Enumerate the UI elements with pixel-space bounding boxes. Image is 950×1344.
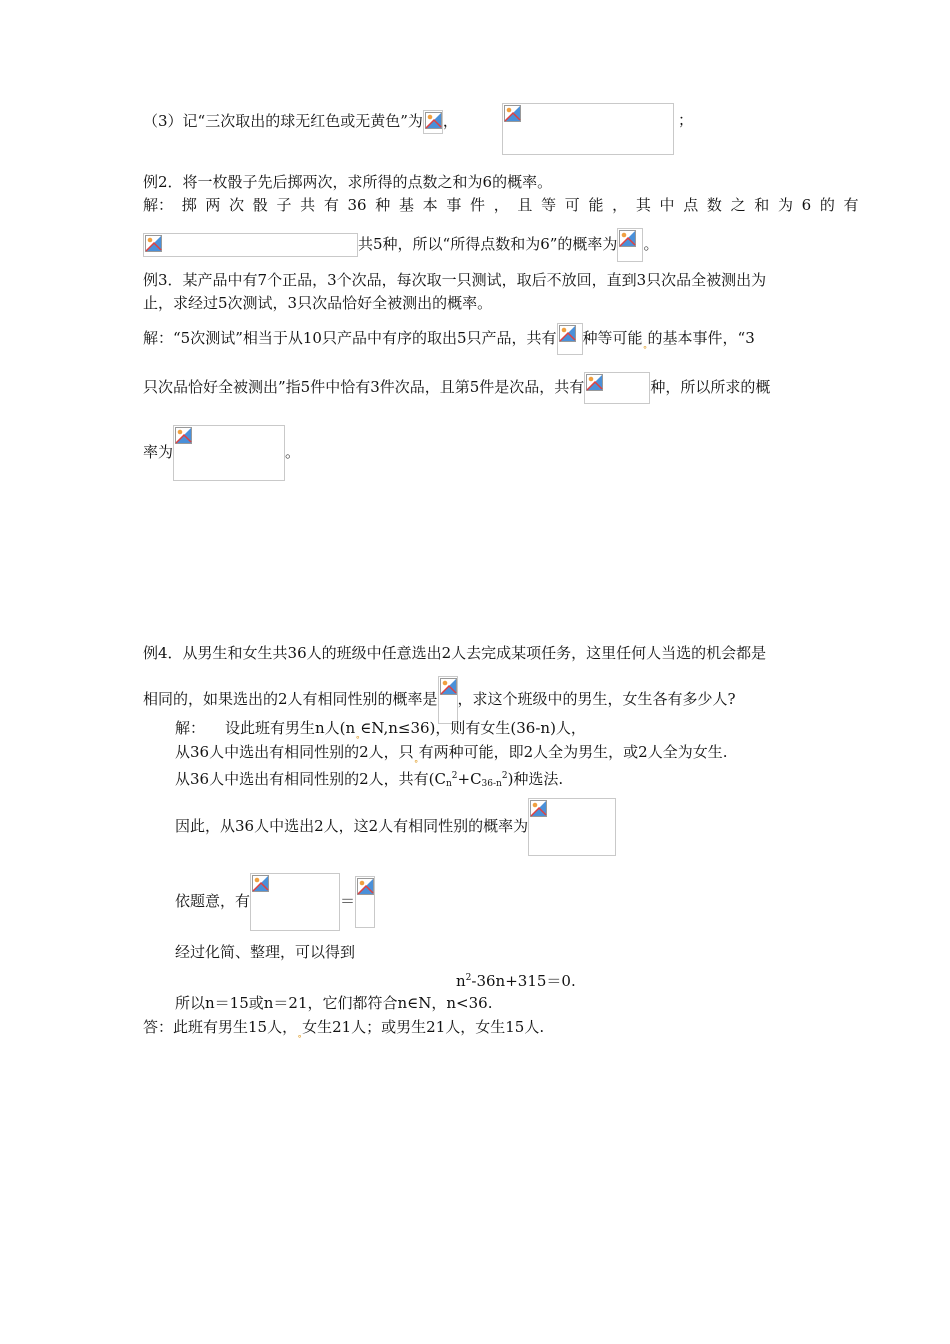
- example4-step4: [175, 798, 616, 856]
- solution-glyph: ，: [612, 196, 628, 214]
- example4-step6: 经过化简、整理，可以得到: [175, 943, 356, 961]
- solution-glyph: 基: [398, 196, 414, 214]
- example3-text: 率为: [143, 443, 174, 461]
- equals-sign: ＝: [340, 892, 356, 910]
- example4-text: +C: [457, 770, 482, 788]
- solution-glyph: 等: [541, 196, 557, 214]
- formula-image: [528, 798, 616, 856]
- solution-glyph: 36: [347, 196, 367, 214]
- example2-solution-line1: [143, 195, 859, 215]
- formula-image: [617, 228, 643, 262]
- example4-text: 从36人中选出有相同性别的2人，共有(C: [175, 770, 446, 788]
- example3-solution-line2: [143, 372, 770, 404]
- broken-image-icon: [559, 325, 576, 342]
- example4-text: )种选法.: [507, 770, 564, 788]
- broken-image-icon: [586, 374, 603, 391]
- formula-image: [502, 103, 674, 155]
- example3-text: 只次品恰好全被测出”指5件中恰有3件次品，且第5件是次品，共有: [143, 378, 585, 396]
- example3-title-line1: 例3．某产品中有7个正品，3个次品，每次取一只测试，取后不放回，直到3只次品全被测出为: [143, 271, 767, 289]
- formula-image: [584, 372, 650, 404]
- superscript: 2: [465, 973, 472, 983]
- solution-glyph: 为: [777, 196, 793, 214]
- solution-glyph: 件: [470, 196, 486, 214]
- mark-dot: ˳: [355, 728, 361, 739]
- example4-text: 依题意，有: [175, 892, 251, 910]
- solution-glyph: 其: [635, 196, 651, 214]
- example4-title-line1: 例4．从男生和女生共36人的班级中任意选出2人去完成某项任务，这里任何人当选的机会都是: [143, 644, 767, 662]
- part3-text: （3）记“三次取出的球无红色或无黄色”为: [143, 112, 423, 130]
- example4-answer: [143, 1017, 544, 1043]
- formula-image: [438, 676, 458, 724]
- example4-text: ∈N,n≤36)，则有女生(36-n)人，: [360, 719, 586, 737]
- solution-glyph: 有: [843, 196, 859, 214]
- solution-glyph: 6: [801, 196, 812, 214]
- solution-glyph: 共: [300, 196, 316, 214]
- solution-glyph: 且: [517, 196, 533, 214]
- solution-glyph: 中: [659, 196, 675, 214]
- solution-glyph: 种: [375, 196, 391, 214]
- broken-image-icon: [504, 105, 521, 122]
- solution-glyph: 能: [588, 196, 604, 214]
- solution-glyph: 掷: [181, 196, 197, 214]
- subscript: 36-n: [481, 779, 502, 789]
- mark-dot: ˳: [297, 1027, 303, 1038]
- broken-image-icon: [619, 230, 636, 247]
- formula-image: [250, 873, 340, 931]
- example4-text: 相同的，如果选出的2人有相同性别的概率是: [143, 690, 438, 708]
- solution-glyph: 数: [706, 196, 722, 214]
- equation-text: n: [456, 972, 466, 990]
- example2-solution-line2: [143, 228, 658, 262]
- solution-glyph: 本: [422, 196, 438, 214]
- broken-image-icon: [425, 112, 442, 129]
- solution-glyph: ，: [493, 196, 509, 214]
- example4-step3: [175, 766, 563, 794]
- broken-image-icon: [252, 875, 269, 892]
- part3-line: [143, 110, 458, 134]
- example3-text: 的基本事件，“3: [647, 329, 755, 347]
- example4-title-line2: [143, 676, 736, 724]
- example4-equation: [456, 968, 576, 991]
- example3-title-line2: 止，求经过5次测试，3只次品恰好全被测出的概率。: [143, 294, 493, 312]
- example4-text: 有两种可能，即2人全为男生，或2人全为女生.: [418, 743, 728, 761]
- solution-glyph: 可: [564, 196, 580, 214]
- solution-glyph: 骰: [252, 196, 268, 214]
- example4-text: ，求这个班级中的男生，女生各有多少人?: [457, 690, 736, 708]
- formula-image: [423, 110, 443, 134]
- equation-text: -36n+315＝0.: [471, 972, 576, 990]
- broken-image-icon: [145, 235, 162, 252]
- broken-image-icon: [175, 427, 192, 444]
- example3-text: 种，所以所求的概: [650, 378, 771, 396]
- solution-glyph: 的: [819, 196, 835, 214]
- formula-image: [173, 425, 285, 481]
- solution-glyph: 次: [229, 196, 245, 214]
- mark-dot: ˳: [413, 752, 419, 763]
- solution-glyph: 事: [446, 196, 462, 214]
- example4-text: 设此班有男生n人(n: [225, 719, 356, 737]
- example3-text: 种等可能: [582, 329, 643, 347]
- part3-semicolon: ；: [678, 111, 694, 129]
- mark-dot: ˳: [642, 338, 648, 349]
- formula-image: [143, 233, 358, 257]
- example3-solution-line1: [143, 323, 755, 355]
- example2-period: 。: [643, 235, 659, 253]
- solution-glyph: 子: [276, 196, 292, 214]
- example4-step2: [175, 742, 728, 768]
- example3-text: 解：“5次测试”相当于从10只产品中有序的取出5只产品，共有: [143, 329, 557, 347]
- superscript: 2: [451, 771, 458, 781]
- example3-period: 。: [285, 443, 301, 461]
- example4-step5: [175, 873, 375, 931]
- part3-answer-line: [502, 103, 674, 155]
- example3-solution-line3: [143, 425, 300, 481]
- example2-text: 共5种，所以“所得点数和为6”的概率为: [358, 235, 618, 253]
- example4-step7: 所以n＝15或n＝21，它们都符合n∈N，n<36.: [175, 994, 493, 1012]
- solution-glyph: 解：: [143, 196, 174, 214]
- part3-comma: ，: [442, 112, 458, 130]
- formula-image: [355, 876, 375, 928]
- broken-image-icon: [357, 878, 374, 895]
- superscript: 2: [501, 771, 508, 781]
- answer-text: 女生21人；或男生21人，女生15人.: [302, 1018, 545, 1036]
- broken-image-icon: [530, 800, 547, 817]
- solution-label: 解：: [175, 719, 206, 737]
- solution-glyph: 两: [205, 196, 221, 214]
- example2-title: 例2．将一枚骰子先后掷两次，求所得的点数之和为6的概率。: [143, 173, 553, 191]
- solution-glyph: 之: [730, 196, 746, 214]
- solution-glyph: 和: [754, 196, 770, 214]
- subscript: n: [445, 779, 452, 789]
- example4-text: 从36人中选出有相同性别的2人，只: [175, 743, 414, 761]
- broken-image-icon: [440, 678, 457, 695]
- solution-glyph: 点: [683, 196, 699, 214]
- example4-text: 因此，从36人中选出2人，这2人有相同性别的概率为: [175, 817, 529, 835]
- solution-glyph: 有: [323, 196, 339, 214]
- example4-step1: [175, 718, 586, 744]
- answer-text: 答：此班有男生15人，: [143, 1018, 298, 1036]
- formula-image: [557, 323, 583, 355]
